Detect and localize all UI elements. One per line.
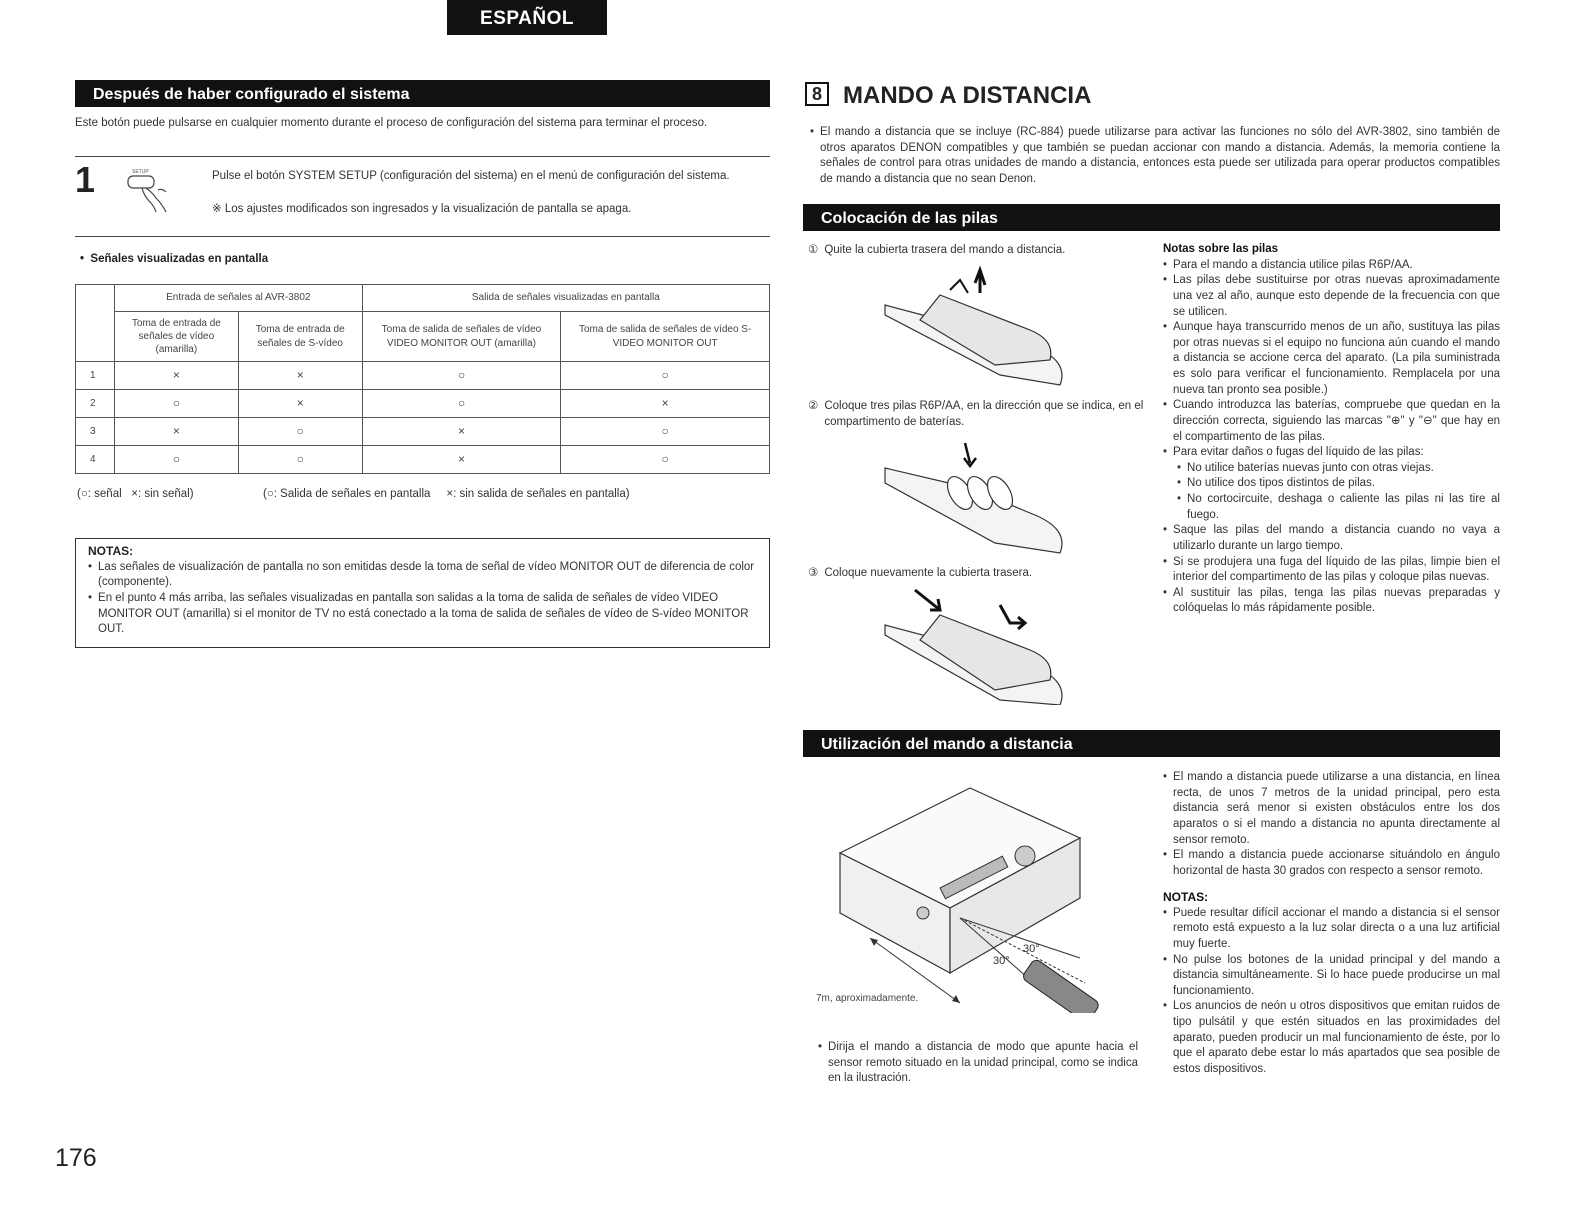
battery-notes [1163, 242, 1500, 617]
note-text: Saque las pilas del mando a distancia cuando no vaya a utilizarlo durante un largo tiempo. [1173, 524, 1500, 552]
usage-note [1163, 953, 1500, 1000]
signals-heading-text: Señales visualizadas en pantalla [90, 253, 269, 265]
system-setup-button-icon [118, 168, 188, 216]
table-row [76, 446, 770, 474]
remote-aim-illustration [810, 778, 1130, 1013]
note-text: No cortocircuite, deshaga o caliente las pilas ni las tire al fuego. [1187, 493, 1500, 521]
note-text: Si se produjera una fuga del líquido de las pilas, limpie bien el interior del compartimento de las pilas y coloque pilas nuevas. [1173, 555, 1500, 584]
note-text: Aunque haya transcurrido menos de un año, sustituya las pilas por otras nuevas si el equipo no funciona aún cuando el mando a distancia se accione cerca del aparato. (La pila suministrada es solo para verificar el funcionamiento. Remplacela por una nueva tan pronto sea posible.) [1173, 321, 1500, 396]
cell: × [114, 362, 238, 390]
cell: × [114, 418, 238, 446]
note-item [88, 560, 757, 591]
page-number: 176 [55, 1144, 97, 1172]
cell: × [238, 390, 362, 418]
battery-step-1 [808, 243, 1148, 259]
distance-label: 7m, aproximadamente. [816, 993, 919, 1004]
cell: ○ [362, 362, 561, 390]
replace-cover-illustration [880, 585, 1070, 705]
cell: ○ [561, 446, 770, 474]
notes-title: NOTAS: [88, 544, 134, 558]
aim-text: Dirija el mando a distancia de modo que apunte hacia el sensor remoto situado en la unidad principal, como se indica en la ilustración. [828, 1041, 1138, 1085]
cell: ○ [561, 418, 770, 446]
battery-notes-title: Notas sobre las pilas [1163, 243, 1279, 255]
aim-instruction [818, 1040, 1138, 1087]
note-text: Las pilas debe sustituirse por otras nuevas aproximadamente una vez al año, aunque esto depende de la frecuencia con que se utilicen. [1173, 274, 1500, 318]
cell: × [238, 362, 362, 390]
table-col-video-in: Toma de entrada de señales de vídeo (amarilla) [114, 312, 238, 362]
usage-bullet [1163, 770, 1500, 848]
after-setup-intro: Este botón puede pulsarse en cualquier momento durante el proceso de configuración del sistema para terminar el proceso. [75, 117, 708, 129]
table-row [76, 390, 770, 418]
signals-heading [80, 252, 268, 267]
step-text-3: Coloque nuevamente la cubierta trasera. [824, 567, 1033, 579]
row-number: 4 [76, 446, 115, 474]
battery-note [1163, 555, 1500, 586]
row-number: 2 [76, 390, 115, 418]
legend-input: (○: señal ×: sin señal) [77, 488, 194, 500]
bullet-dot: • [1163, 446, 1168, 459]
table-group-input: Entrada de señales al AVR-3802 [114, 285, 362, 312]
bullet-dot: • [88, 592, 93, 605]
cell: ○ [114, 390, 238, 418]
table-row [76, 418, 770, 446]
cell: ○ [561, 362, 770, 390]
angle-label-1: 30° [1023, 943, 1040, 955]
signals-table [75, 284, 770, 474]
battery-subnote [1177, 461, 1500, 477]
bullet-dot: • [810, 126, 815, 138]
step-text-2: Coloque tres pilas R6P/AA, en la dirección que se indica, en el compartimento de baterías. [824, 400, 1144, 428]
svg-text:SETUP: SETUP [132, 169, 149, 175]
bullet-dot: • [1177, 493, 1182, 505]
battery-step-3 [808, 566, 1148, 582]
bullet-dot: • [1163, 586, 1168, 599]
remote-intro [810, 125, 1500, 188]
bullet-dot: • [1163, 524, 1168, 537]
bullet-dot: • [1163, 1000, 1168, 1013]
bullet-dot: • [1163, 399, 1168, 412]
row-number: 3 [76, 418, 115, 446]
battery-note [1163, 523, 1500, 554]
step-number: 1 [75, 159, 96, 200]
cell: ○ [238, 418, 362, 446]
step-text: Pulse el botón SYSTEM SETUP (configuración del sistema) en el menú de configuración del sistema. [212, 170, 730, 182]
bullet-dot: • [80, 253, 91, 265]
note-text: Para el mando a distancia utilice pilas R6P/AA. [1173, 258, 1413, 271]
note-text: Para evitar daños o fugas del líquido de las pilas: [1173, 446, 1424, 459]
angle-label-2: 30° [993, 955, 1010, 967]
battery-note [1163, 320, 1500, 398]
table-col-svideo-out: Toma de salida de señales de vídeo S-VIDEO MONITOR OUT [561, 312, 770, 362]
section-bar-batteries: Colocación de las pilas [803, 204, 1500, 231]
remove-cover-illustration [880, 265, 1070, 390]
battery-note [1163, 445, 1500, 461]
insert-batteries-illustration [880, 438, 1070, 556]
battery-note [1163, 586, 1500, 617]
note-text: En el punto 4 más arriba, las señales visualizadas en pantalla son salidas a la toma de salida de señales de vídeo VIDEO MONITOR OUT (amarilla) si el monitor de TV no está conectado a la toma de salida de señales de vídeo de S-vídeo MONITOR OUT. [98, 592, 749, 636]
note-text: No utilice baterías nuevas junto con otras viejas. [1187, 461, 1434, 474]
section-number-box: 8 [805, 82, 829, 106]
usage-bullet-text: El mando a distancia puede utilizarse a una distancia, en línea recta, de unos 7 metros de la unidad principal, pero esta distancia será menor si existen obstáculos entre los dos aparatos o si el mando a distancia no apunta directamente al sensor remoto. [1173, 771, 1500, 846]
step-note: ※ Los ajustes modificados son ingresados y la visualización de pantalla se apaga. [212, 203, 632, 215]
table-group-output: Salida de señales visualizadas en pantalla [362, 285, 769, 312]
bullet-dot: • [1177, 461, 1182, 474]
step-num-1: ① [808, 244, 819, 256]
bullet-dot: • [1163, 555, 1168, 568]
cell: ○ [362, 390, 561, 418]
bullet-dot: • [1177, 477, 1182, 490]
usage-notes-title: NOTAS: [1163, 890, 1209, 905]
note-text: Las señales de visualización de pantalla no son emitidas desde la toma de señal de vídeo MONITOR OUT de diferencia de color (componente). [98, 560, 755, 589]
bullet-dot: • [818, 1041, 823, 1053]
notes-box [75, 538, 770, 648]
table-row [76, 362, 770, 390]
cell: × [362, 418, 561, 446]
cell: × [561, 390, 770, 418]
battery-note [1163, 398, 1500, 445]
cell: ○ [114, 446, 238, 474]
battery-subnote [1177, 476, 1500, 492]
usage-bullet [1163, 848, 1500, 879]
bullet-dot: • [1163, 258, 1168, 271]
note-text: No utilice dos tipos distintos de pilas. [1187, 477, 1375, 490]
step-num-3: ③ [808, 567, 819, 579]
row-number: 1 [76, 362, 115, 390]
usage-bullet-text: El mando a distancia puede accionarse situándolo en ángulo horizontal de hasta 30 grados con respecto a sensor remoto. [1173, 849, 1500, 877]
battery-step-2 [808, 399, 1148, 430]
note-item [88, 591, 757, 638]
remote-intro-text: El mando a distancia que se incluye (RC-884) puede utilizarse para activar las funciones no sólo del AVR-3802, sino también de otros aparatos DENON compatibles y que también se puedan accionar con mando a distancia. Además, la memoria contiene la señales de control para otras unidades de mando a distancia, entonces esta puede ser utilizada para operar productos compatibles de mando a distancia que no sean Denon. [820, 126, 1500, 185]
bullet-dot: • [1163, 771, 1168, 783]
divider-top [75, 156, 770, 157]
battery-subnote [1177, 492, 1500, 523]
bullet-dot: • [1163, 321, 1168, 334]
table-col-video-out: Toma de salida de señales de vídeo VIDEO MONITOR OUT (amarilla) [362, 312, 561, 362]
usage-note [1163, 999, 1500, 1077]
table-col-svideo-in: Toma de entrada de señales de S-vídeo [238, 312, 362, 362]
language-tab: ESPAÑOL [447, 0, 607, 35]
bullet-dot: • [88, 560, 93, 573]
section-bar-usage: Utilización del mando a distancia [803, 730, 1500, 757]
cell: ○ [238, 446, 362, 474]
section-title: MANDO A DISTANCIA [843, 82, 1092, 109]
divider-bottom [75, 236, 770, 237]
step-num-2: ② [808, 400, 819, 412]
battery-note [1163, 273, 1500, 320]
battery-note [1163, 258, 1500, 274]
step-text-1: Quite la cubierta trasera del mando a distancia. [824, 244, 1066, 256]
usage-note-text: No pulse los botones de la unidad principal y del mando a distancia simultáneamente. Si lo hace puede producirse un mal funcionamiento. [1173, 953, 1500, 997]
table-corner [76, 285, 115, 362]
usage-text [1163, 770, 1500, 1078]
bullet-dot: • [1163, 849, 1168, 862]
legend-output: (○: Salida de señales en pantalla ×: sin salida de señales en pantalla) [263, 488, 630, 500]
bullet-dot: • [1163, 274, 1168, 287]
note-text: Al sustituir las pilas, tenga las pilas nuevas preparadas y colóquelas lo más rápidamente posible. [1173, 586, 1500, 615]
usage-note [1163, 906, 1500, 953]
usage-note-text: Los anuncios de neón u otros dispositivos que emitan ruidos de tipo pulsátil y que estén situados en las proximidades del aparato, pueden producir un mal funcionamiento de éste, por lo que el aparato debe estar lo más apartados que sea posible de estos dispositivos. [1173, 1000, 1500, 1075]
cell: × [362, 446, 561, 474]
section-bar-after-setup: Después de haber configurado el sistema [75, 80, 770, 107]
usage-note-text: Puede resultar difícil accionar el mando a distancia si el sensor remoto está expuesto a la luz solar directa o a una luz artificial muy fuerte. [1173, 906, 1500, 950]
bullet-dot: • [1163, 953, 1168, 966]
bullet-dot: • [1163, 906, 1168, 919]
note-text: Cuando introduzca las baterías, compruebe que quedan en la dirección correcta, siguiendo las marcas "⊕" y "⊖" que hay en el compartimento de las pilas. [1173, 399, 1500, 443]
